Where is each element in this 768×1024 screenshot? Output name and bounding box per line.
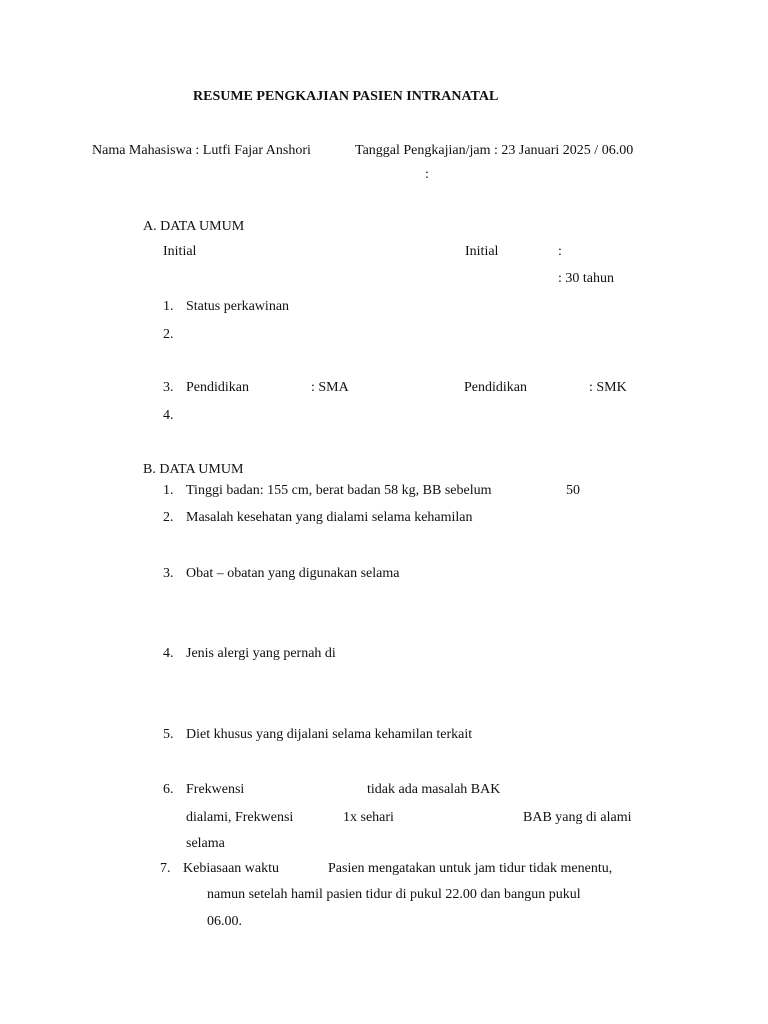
list-item-number: 7. — [160, 861, 171, 876]
education-label: Pendidikan — [186, 380, 249, 395]
list-item-number: 1. — [163, 299, 174, 314]
sleep-habit-text: Pasien mengatakan untuk jam tidur tidak menentu, — [328, 861, 613, 876]
list-item-number: 5. — [163, 727, 174, 742]
list-item-number: 2. — [163, 327, 174, 342]
bak-text: tidak ada masalah BAK — [367, 782, 501, 797]
page-title: RESUME PENGKAJIAN PASIEN INTRANATAL — [193, 89, 499, 104]
education-value: : SMA — [311, 380, 349, 395]
list-item-number: 1. — [163, 483, 174, 498]
list-item-number: 2. — [163, 510, 174, 525]
marital-status-label: Status perkawinan — [186, 299, 290, 314]
frequency-label: Frekwensi — [186, 782, 245, 797]
initial-left-label: Initial — [163, 244, 197, 259]
medication-text: Obat – obatan yang digunakan selama — [186, 566, 400, 581]
header-colon: : — [425, 167, 429, 182]
assessment-date: Tanggal Pengkajian/jam : 23 Januari 2025 / 06.00 — [355, 143, 634, 158]
frequency-line2-b: 1x sehari — [343, 810, 394, 825]
frequency-line2-c: BAB yang di alami — [523, 810, 632, 825]
frequency-line3: selama — [186, 836, 225, 851]
weight-before-value: 50 — [566, 483, 580, 498]
frequency-line2-a: dialami, Frekwensi — [186, 810, 294, 825]
initial-colon: : — [558, 244, 562, 259]
list-item-number: 4. — [163, 408, 174, 423]
list-item-number: 3. — [163, 380, 174, 395]
section-a-heading: A. DATA UMUM — [143, 219, 245, 234]
sleep-habit-label: Kebiasaan waktu — [183, 861, 280, 876]
health-problem-text: Masalah kesehatan yang dialami selama kehamilan — [186, 510, 473, 525]
allergy-text: Jenis alergi yang pernah di — [186, 646, 336, 661]
initial-right-label: Initial — [465, 244, 499, 259]
education-label-2: Pendidikan — [464, 380, 527, 395]
list-item-number: 3. — [163, 566, 174, 581]
education-value-2: : SMK — [589, 380, 627, 395]
section-b-heading: B. DATA UMUM — [143, 462, 244, 477]
student-name: Nama Mahasiswa : Lutfi Fajar Anshori — [92, 143, 311, 158]
height-weight-text: Tinggi badan: 155 cm, berat badan 58 kg, BB sebelum — [186, 483, 492, 498]
diet-text: Diet khusus yang dijalani selama kehamilan terkait — [186, 727, 473, 742]
list-item-number: 4. — [163, 646, 174, 661]
sleep-habit-line3: 06.00. — [207, 914, 242, 929]
sleep-habit-line2: namun setelah hamil pasien tidur di pukul 22.00 dan bangun pukul — [207, 887, 581, 902]
list-item-number: 6. — [163, 782, 174, 797]
age-value: : 30 tahun — [558, 271, 614, 286]
